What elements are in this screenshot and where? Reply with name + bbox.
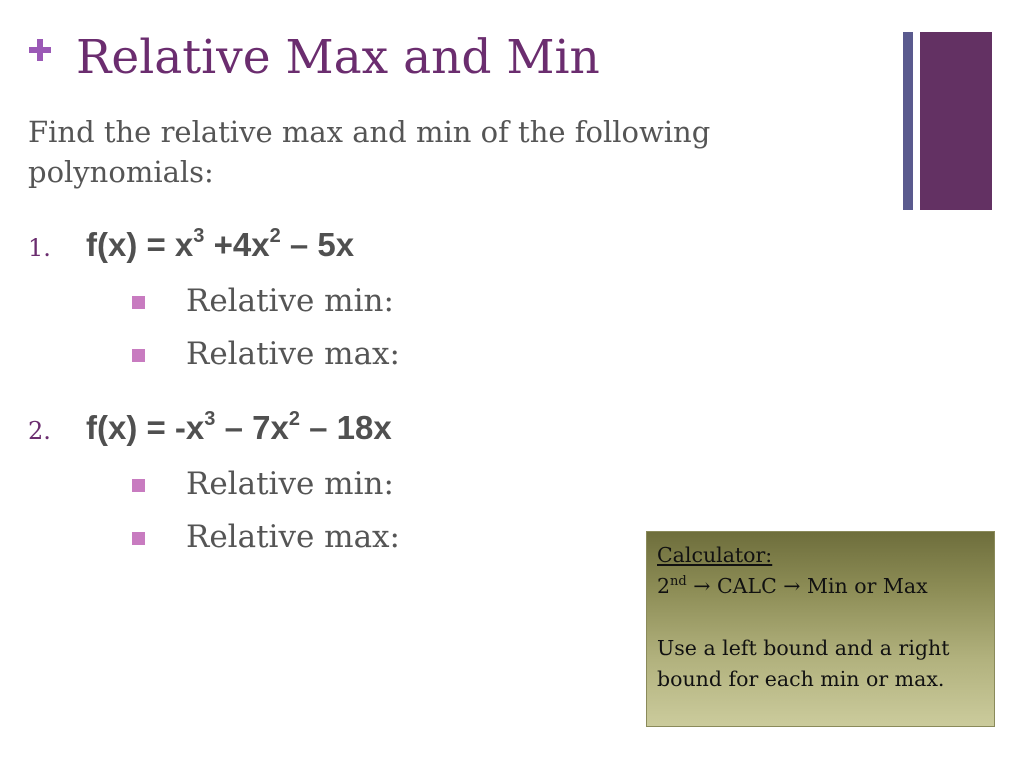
decorative-bar-thin [903,32,913,210]
exponent: 3 [193,225,205,247]
equation-part: +4x [204,226,270,263]
bullet-text: Relative max: [186,519,400,555]
problem-equation [86,409,392,447]
problem-number: 2. [28,417,51,445]
exponent: 3 [204,408,216,430]
spacer [657,602,984,633]
equation-part: f(x) = -x [86,409,205,446]
square-bullet-icon [132,532,145,545]
equation-part: – 7x [215,409,289,446]
slide-title: Relative Max and Min [76,30,600,85]
decorative-bar-thick [920,32,992,210]
bullet-text: Relative min: [186,466,394,502]
exponent: 2 [288,408,300,430]
calculator-steps [657,571,984,602]
calculator-tip-box [646,531,995,727]
problem-equation [86,226,354,264]
square-bullet-icon [132,296,145,309]
bullet-text: Relative max: [186,336,400,372]
equation-part: f(x) = x [86,226,194,263]
problem-number: 1. [28,234,51,262]
calculator-heading: Calculator: [657,543,773,567]
exponent: 2 [269,225,281,247]
bullet-text: Relative min: [186,283,394,319]
instructions-text: Find the relative max and min of the following polynomials: [28,115,711,189]
calculator-note: Use a left bound and a right bound for each min or max. [657,636,950,691]
square-bullet-icon [132,479,145,492]
calculator-step-rest: → CALC → Min or Max [686,574,928,598]
equation-part: – 18x [299,409,392,446]
square-bullet-icon [132,349,145,362]
calculator-step-prefix: 2 [657,574,671,598]
calculator-step-superscript: nd [670,574,687,589]
plus-icon [26,36,54,64]
equation-part: – 5x [280,226,355,263]
